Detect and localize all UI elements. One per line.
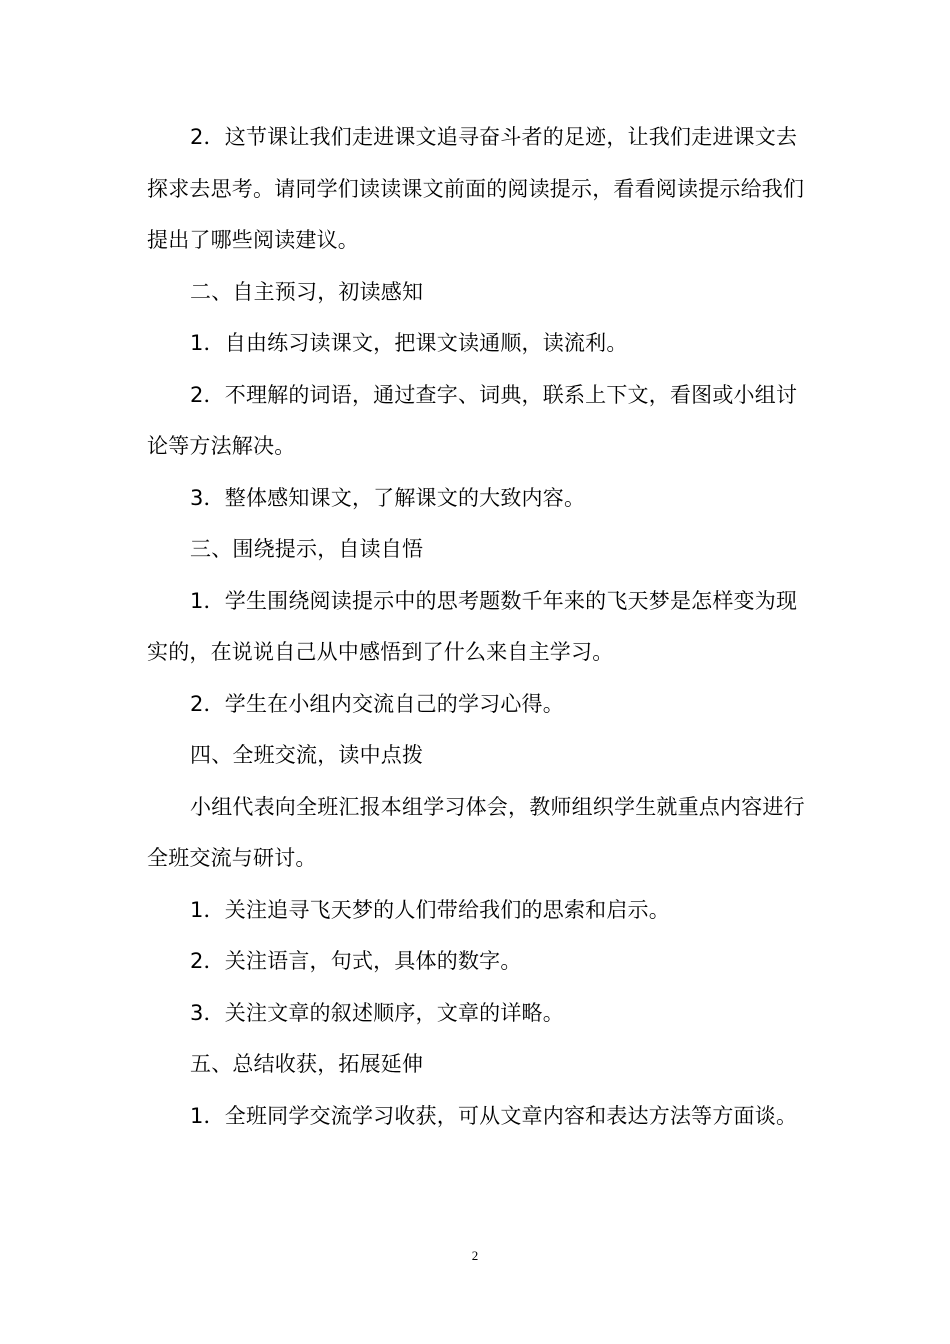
paragraph: 1．全班同学交流学习收获，可从文章内容和表达方法等方面谈。 bbox=[190, 1103, 798, 1128]
section-heading: 四、全班交流，读中点拨 bbox=[190, 743, 424, 767]
paragraph: 1．学生围绕阅读提示中的思考题数千年来的飞天梦是怎样变为现实的，在说说自己从中感悟到了什么来自主学习。 bbox=[147, 588, 798, 664]
page-number: 2 bbox=[471, 1248, 479, 1263]
paragraph: 2．不理解的词语，通过查字、词典，联系上下文，看图或小组讨论等方法解决。 bbox=[147, 382, 798, 458]
paragraph: 2．关注语言，句式，具体的数字。 bbox=[190, 949, 522, 973]
section-heading: 五、总结收获，拓展延伸 bbox=[190, 1052, 424, 1076]
section-heading: 三、围绕提示，自读自悟 bbox=[190, 537, 424, 561]
section-heading: 二、自主预习，初读感知 bbox=[190, 279, 424, 304]
paragraph: 1．关注追寻飞天梦的人们带给我们的思索和启示。 bbox=[190, 897, 670, 922]
paragraph: 2．这节课让我们走进课文追寻奋斗者的足迹，让我们走进课文去探求去思考。请同学们读读课文前面的阅读提示，看看阅读提示给我们提出了哪些阅读建议。 bbox=[147, 125, 805, 252]
paragraph: 小组代表向全班汇报本组学习体会，教师组织学生就重点内容进行全班交流与研讨。 bbox=[147, 794, 805, 870]
paragraph: 3．整体感知课文，了解课文的大致内容。 bbox=[190, 485, 586, 510]
paragraph: 3．关注文章的叙述顺序，文章的详略。 bbox=[190, 1000, 564, 1025]
paragraph: 2．学生在小组内交流自己的学习心得。 bbox=[190, 691, 564, 716]
paragraph: 1．自由练习读课文，把课文读通顺，读流利。 bbox=[190, 331, 628, 355]
document-body bbox=[147, 112, 807, 1142]
